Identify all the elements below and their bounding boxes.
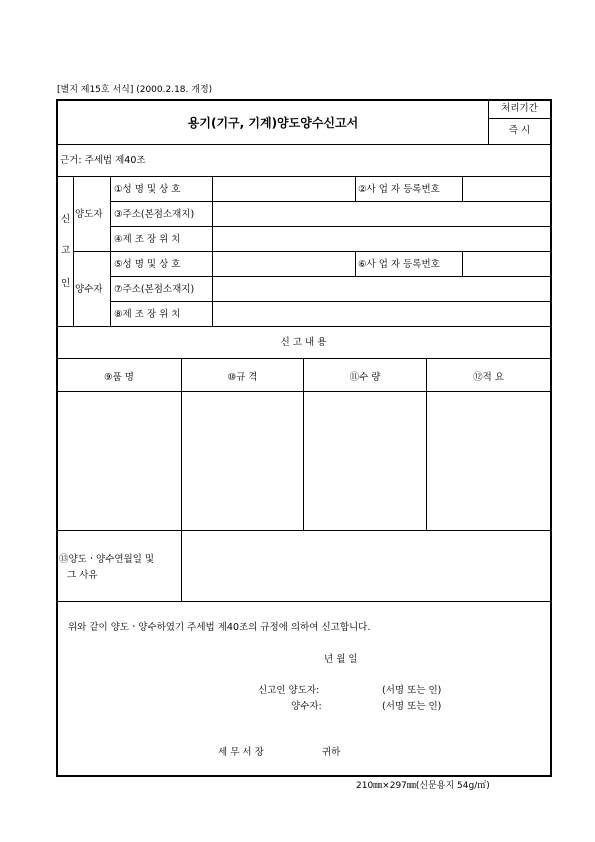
transfer-date-reason-field[interactable] xyxy=(183,532,549,600)
quantity-field[interactable] xyxy=(305,393,425,529)
column-spec: ⑩규 격 xyxy=(227,372,258,383)
addressee: 세 무 서 장 xyxy=(218,747,264,758)
transferee-plant-field[interactable] xyxy=(214,303,549,325)
transferor-biz-no-field[interactable] xyxy=(464,178,549,200)
paper-spec-footer: 210㎜×297㎜(신문용지 54g/㎡) xyxy=(356,781,490,791)
transferor-name-field[interactable] xyxy=(214,178,354,200)
signer-transferee-sign: (서명 또는 인) xyxy=(382,701,442,712)
frame-right xyxy=(550,99,552,777)
transferee-address-label: ⑦주소(본점소재지) xyxy=(114,284,195,295)
transfer-date-reason-label-1: ⑬양도ㆍ양수연월일 및 xyxy=(59,554,155,565)
signer-transferor-label: 신고인 양도자: xyxy=(258,685,320,696)
transferor-biz-no-label: ②사 업 자 등록번호 xyxy=(358,184,440,195)
reporter-label-1: 신 xyxy=(61,214,71,225)
transferee-biz-no-label: ⑥사 업 자 등록번호 xyxy=(358,259,440,270)
declaration-text: 위와 같이 양도ㆍ양수하였기 주세법 제40조의 규정에 의하여 신고합니다. xyxy=(68,622,371,633)
transferee-name-field[interactable] xyxy=(214,253,354,275)
content-heading: 신 고 내 용 xyxy=(280,337,327,348)
processing-period-value: 즉 시 xyxy=(508,125,531,136)
column-item-name: ⑨품 명 xyxy=(104,372,134,383)
legal-basis: 근거: 주세법 제40조 xyxy=(60,155,146,166)
reporter-label-3: 인 xyxy=(61,278,71,289)
form-number-note: [별지 제15호 서식] (2000.2.18. 개정) xyxy=(57,85,213,95)
transferee-address-field[interactable] xyxy=(214,278,549,300)
transferor-address-field[interactable] xyxy=(214,203,549,225)
signer-transferor-sign: (서명 또는 인) xyxy=(382,685,442,696)
transferor-name-label: ①성 명 및 상 호 xyxy=(114,184,181,195)
item-name-field[interactable] xyxy=(58,393,180,529)
transferor-address-label: ③주소(본점소재지) xyxy=(114,209,195,220)
signer-transferee-label: 양수자: xyxy=(291,701,322,712)
transfer-date-reason-label-2: 그 사유 xyxy=(67,570,98,581)
date-line: 년 월 일 xyxy=(324,654,358,665)
processing-period-label: 처리기간 xyxy=(501,103,538,114)
reporter-label-2: 고 xyxy=(61,245,71,256)
transferee-plant-label: ⑧제 조 장 위 치 xyxy=(114,309,181,320)
frame-top xyxy=(56,99,552,101)
honorific: 귀하 xyxy=(322,747,341,758)
transferor-plant-field[interactable] xyxy=(214,228,549,250)
transferee-name-label: ⑤성 명 및 상 호 xyxy=(114,259,181,270)
transferee-label: 양수자 xyxy=(75,284,103,295)
column-remarks: ⑫적 요 xyxy=(473,372,504,383)
form-title: 용기(기구, 기계)양도양수신고서 xyxy=(187,116,359,130)
remarks-field[interactable] xyxy=(428,393,549,529)
frame-bottom xyxy=(56,775,552,777)
column-quantity: ⑪수 량 xyxy=(349,372,381,383)
spec-field[interactable] xyxy=(183,393,302,529)
transferor-label: 양도자 xyxy=(75,209,103,220)
transferee-biz-no-field[interactable] xyxy=(464,253,549,275)
transferor-plant-label: ④제 조 장 위 치 xyxy=(114,234,181,245)
